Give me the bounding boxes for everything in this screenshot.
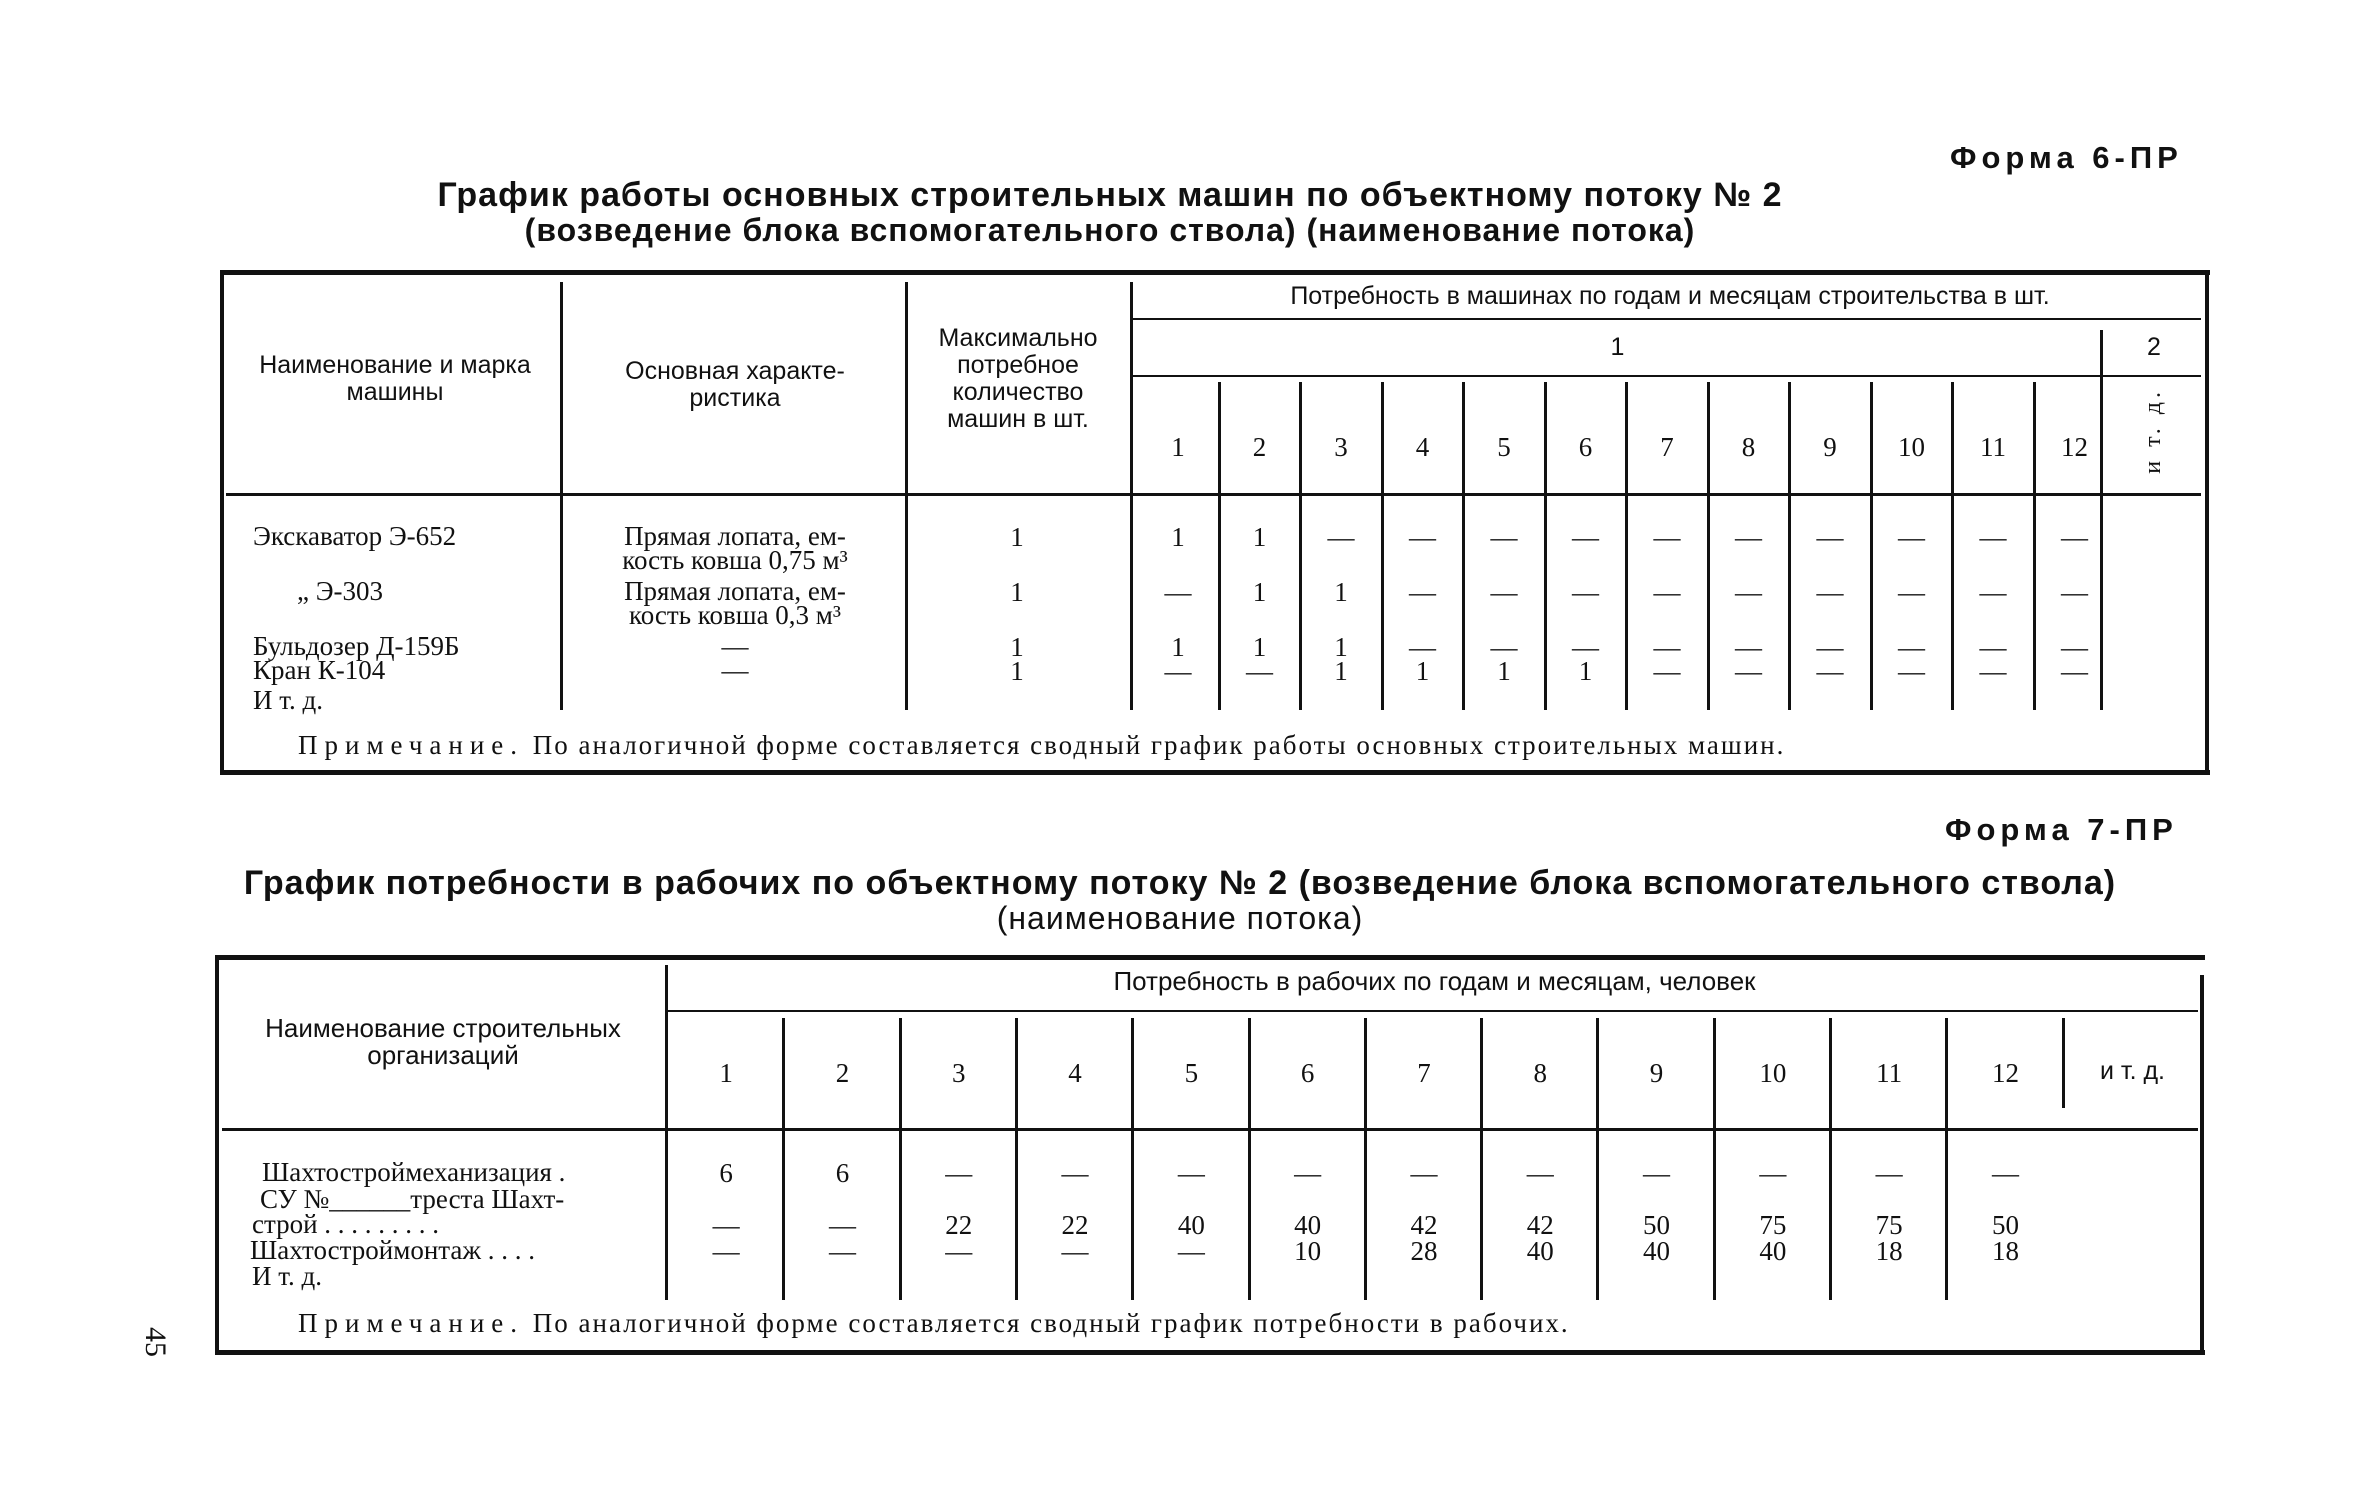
form6-etc-vertical: и т. д. bbox=[2140, 388, 2166, 474]
form7-cell: 40 bbox=[1294, 1210, 1322, 1240]
form6-cell: — bbox=[2061, 656, 2088, 686]
form6-cell: 1 bbox=[1415, 656, 1430, 686]
form7-month-header: 8 bbox=[1533, 1058, 1547, 1088]
form7-cell: 75 bbox=[1759, 1210, 1787, 1240]
form7-row-name: Шахтостроймеханизация . bbox=[262, 1157, 566, 1187]
form6-month-divider bbox=[1707, 382, 1710, 710]
form7-cell: — bbox=[945, 1158, 973, 1188]
form6-row-char2: кость ковша 0,75 м³ bbox=[622, 545, 848, 575]
form6-cell: — bbox=[1898, 656, 1925, 686]
form6-row-name: „ Э-303 bbox=[297, 576, 384, 606]
form6-month-divider bbox=[1544, 382, 1547, 710]
form7-cell: 50 bbox=[1991, 1210, 2019, 1240]
form6-cell: — bbox=[1653, 656, 1681, 686]
form6-cell: — bbox=[1898, 522, 1925, 552]
form6-row-char1: — bbox=[721, 655, 749, 685]
form6-cell: — bbox=[1979, 577, 2007, 607]
form7-cell: 50 bbox=[1643, 1210, 1671, 1240]
form6-cell: — bbox=[1653, 632, 1681, 662]
form7-cell: — bbox=[712, 1236, 740, 1266]
form6-cell: — bbox=[1735, 632, 1762, 662]
form7-month-header: 9 bbox=[1649, 1058, 1664, 1088]
form6-month-divider bbox=[1381, 382, 1384, 710]
form7-cell: 6 bbox=[835, 1158, 850, 1188]
form6-month-header: 2 bbox=[1252, 432, 1267, 462]
form7-cell: 6 bbox=[719, 1158, 733, 1188]
form6-row-max: 1 bbox=[1010, 522, 1024, 552]
form6-row-max: 1 bbox=[1010, 632, 1024, 662]
form7-cell: 42 bbox=[1410, 1210, 1438, 1240]
form7-month-header: 3 bbox=[952, 1058, 966, 1088]
form6-cell: — bbox=[1490, 577, 1518, 607]
form6-cell: — bbox=[1979, 522, 2007, 552]
form6-cell: — bbox=[1327, 522, 1355, 552]
form7-row-name: Шахтостроймонтаж . . . . bbox=[250, 1235, 536, 1265]
form6-month-header: 3 bbox=[1334, 432, 1348, 462]
form6-row-max: 1 bbox=[1010, 577, 1024, 607]
form6-month-divider bbox=[1462, 382, 1465, 710]
form6-month-header: 4 bbox=[1415, 432, 1430, 462]
form6-row-char2: кость ковша 0,3 м³ bbox=[629, 600, 841, 630]
page-number: 45 bbox=[139, 1327, 172, 1357]
form7-cell: 42 bbox=[1526, 1210, 1554, 1240]
form7-cell: — bbox=[1759, 1158, 1787, 1188]
form6-cell: — bbox=[1898, 632, 1925, 662]
form7-cell: 40 bbox=[1526, 1236, 1554, 1266]
form7-month-header: 10 bbox=[1759, 1058, 1787, 1088]
form6-month-divider bbox=[1870, 382, 1873, 710]
form7-cell: — bbox=[1177, 1158, 1205, 1188]
form7-cell: 40 bbox=[1177, 1210, 1205, 1240]
form6-cell: — bbox=[1409, 632, 1436, 662]
form6-month-header: 1 bbox=[1171, 432, 1185, 462]
form6-cell: 1 bbox=[1334, 577, 1348, 607]
form6-cell: 1 bbox=[1171, 632, 1185, 662]
form7-col-need: Потребность в рабочих по годам и месяцам, человек bbox=[1113, 966, 1756, 996]
form6-month-divider bbox=[1951, 382, 1954, 710]
form7-month-header: 6 bbox=[1300, 1058, 1315, 1088]
form7-col-org: Наименование строительных организаций bbox=[265, 1013, 621, 1070]
form6-cell: — bbox=[1898, 577, 1925, 607]
form6-cell: — bbox=[1816, 632, 1844, 662]
form7-month-divider bbox=[1713, 1018, 1716, 1300]
form6-cell: — bbox=[1816, 522, 1844, 552]
form7-month-header: 5 bbox=[1184, 1058, 1199, 1088]
form7-cell: 10 bbox=[1294, 1236, 1322, 1266]
form7-cell: — bbox=[1177, 1236, 1205, 1266]
form7-cell: — bbox=[945, 1236, 973, 1266]
form6-row-char1: — bbox=[721, 631, 749, 661]
form7-cell: — bbox=[1991, 1158, 2019, 1188]
form7-cell: — bbox=[1643, 1158, 1671, 1188]
form7-row-name: СУ №______треста Шахт- bbox=[260, 1184, 565, 1214]
form7-month-header: 4 bbox=[1068, 1058, 1082, 1088]
form6-month-divider bbox=[1299, 382, 1302, 710]
form7-row-name: строй . . . . . . . . . bbox=[252, 1209, 440, 1239]
form6-cell: — bbox=[1409, 522, 1436, 552]
form6-col-need: Потребность в машинах по годам и месяцам строительства в шт. bbox=[1290, 282, 2050, 310]
form7-cell: — bbox=[1526, 1158, 1554, 1188]
form6-cell: 1 bbox=[1252, 522, 1267, 552]
form6-row-char1: Прямая лопата, ем- bbox=[624, 576, 846, 606]
form6-subtitle: (возведение блока вспомогательного ствола) (наименование потока) bbox=[524, 212, 1696, 248]
form6-cell: — bbox=[1816, 656, 1844, 686]
form6-cell: 1 bbox=[1578, 656, 1593, 686]
form7-month-divider bbox=[899, 1018, 902, 1300]
form6-cell: — bbox=[1572, 522, 1599, 552]
form7-cell: 22 bbox=[1061, 1210, 1089, 1240]
form7-month-header: 2 bbox=[835, 1058, 850, 1088]
form6-cell: — bbox=[1164, 577, 1192, 607]
form7-note-label: Примечание. bbox=[298, 1308, 525, 1338]
form6-month-divider bbox=[1788, 382, 1791, 710]
form6-row-name: Кран К-104 bbox=[253, 655, 386, 685]
form7-month-divider bbox=[1829, 1018, 1832, 1300]
form7-cell: 28 bbox=[1410, 1236, 1438, 1266]
form7-cell: 40 bbox=[1759, 1236, 1787, 1266]
form6-cell: 1 bbox=[1252, 577, 1267, 607]
form7-cell: — bbox=[828, 1210, 856, 1240]
form7-month-divider bbox=[1945, 1018, 1948, 1300]
form7-etc-row: И т. д. bbox=[252, 1261, 323, 1291]
form6-cell: 1 bbox=[1334, 656, 1348, 686]
form6-month-header: 7 bbox=[1660, 432, 1674, 462]
form6-cell: — bbox=[2061, 522, 2088, 552]
form6-month-header: 8 bbox=[1741, 432, 1756, 462]
form6-cell: — bbox=[1490, 632, 1518, 662]
form7-month-divider bbox=[1364, 1018, 1367, 1300]
form6-month-header: 10 bbox=[1898, 432, 1925, 462]
form6-row-max: 1 bbox=[1010, 656, 1024, 686]
form6-row-name: Бульдозер Д-159Б bbox=[253, 631, 460, 661]
form7-cell: — bbox=[1061, 1158, 1089, 1188]
form7-cell: 75 bbox=[1875, 1210, 1903, 1240]
form6-cell: 1 bbox=[1171, 522, 1185, 552]
form7-note bbox=[298, 1308, 1570, 1339]
form6-cell: — bbox=[1490, 522, 1518, 552]
form7-month-divider bbox=[1015, 1018, 1018, 1300]
form6-row-char1: Прямая лопата, ем- bbox=[624, 521, 846, 551]
form6-cell: 1 bbox=[1252, 632, 1267, 662]
form6-month-divider bbox=[1218, 382, 1221, 710]
form6-cell: 1 bbox=[1497, 656, 1511, 686]
form7-cell: 18 bbox=[1991, 1236, 2019, 1266]
form6-title: График работы основных строительных машин по объектному потоку № 2 bbox=[437, 176, 1783, 214]
form6-cell: — bbox=[1816, 577, 1844, 607]
form6-cell: — bbox=[1735, 577, 1762, 607]
form6-month-divider bbox=[1625, 382, 1628, 710]
form6-note bbox=[298, 730, 1785, 761]
form6-row-name: Экскаватор Э-652 bbox=[253, 521, 457, 551]
form7-month-header: 12 bbox=[1991, 1058, 2019, 1088]
form6-cell: — bbox=[1409, 577, 1436, 607]
form6-month-header: 5 bbox=[1497, 432, 1511, 462]
form6-col-char: Основная характе-ристика bbox=[625, 357, 845, 412]
form6-cell: — bbox=[1653, 577, 1681, 607]
form6-cell: — bbox=[1164, 656, 1192, 686]
form7-month-header: 11 bbox=[1876, 1058, 1903, 1088]
form6-cell: — bbox=[1735, 656, 1762, 686]
form7-cell: — bbox=[1875, 1158, 1903, 1188]
form7-note-text: По аналогичной форме составляется сводный график потребности в рабочих. bbox=[532, 1308, 1570, 1338]
form6-cell: — bbox=[1735, 522, 1762, 552]
form7-cell: — bbox=[1061, 1236, 1089, 1266]
form6-year-2: 2 bbox=[2147, 333, 2161, 361]
form6-cell: — bbox=[1572, 632, 1599, 662]
form7-month-divider bbox=[1248, 1018, 1251, 1300]
form6-month-header: 12 bbox=[2061, 432, 2088, 462]
form6-col-name: Наименование и марка машины bbox=[259, 351, 531, 406]
form7-cell: 18 bbox=[1875, 1236, 1903, 1266]
form7-month-divider bbox=[782, 1018, 785, 1300]
form7-cell: — bbox=[712, 1210, 740, 1240]
form7-cell: — bbox=[1294, 1158, 1322, 1188]
form7-cell: — bbox=[828, 1236, 856, 1266]
form7-month-header: 1 bbox=[719, 1058, 733, 1088]
form6-month-divider bbox=[2033, 382, 2036, 710]
form6-year-1: 1 bbox=[1610, 333, 1625, 361]
form6-cell: — bbox=[1572, 577, 1599, 607]
form6-note-label: Примечание. bbox=[298, 730, 525, 760]
form7-month-header: 7 bbox=[1417, 1058, 1431, 1088]
form7-cell: 22 bbox=[945, 1210, 973, 1240]
form6-col-max: Максимально потребное количество машин в шт. bbox=[938, 324, 1098, 433]
form7-month-divider bbox=[1596, 1018, 1599, 1300]
form7-month-divider bbox=[1131, 1018, 1134, 1300]
form6-etc-row: И т. д. bbox=[253, 685, 324, 715]
form7-etc-col: и т. д. bbox=[2099, 1057, 2165, 1085]
form6-cell: 1 bbox=[1334, 632, 1348, 662]
form7-cell: 40 bbox=[1643, 1236, 1671, 1266]
form6-cell: — bbox=[1653, 522, 1681, 552]
form6-cell: — bbox=[2061, 632, 2088, 662]
form7-title: График потребности в рабочих по объектному потоку № 2 (возведение блока вспомогательного ствола) bbox=[243, 864, 2117, 902]
form6-cell: — bbox=[1979, 656, 2007, 686]
form6-label: Форма 6-ПР bbox=[1950, 140, 2183, 175]
form6-month-header: 11 bbox=[1980, 432, 2006, 462]
form6-month-header: 9 bbox=[1823, 432, 1837, 462]
form7-label: Форма 7-ПР bbox=[1945, 812, 2178, 847]
form7-month-divider bbox=[1480, 1018, 1483, 1300]
form7-cell: — bbox=[1410, 1158, 1438, 1188]
form7-subtitle: (наименование потока) bbox=[996, 900, 1364, 936]
form6-cell: — bbox=[1246, 656, 1273, 686]
form6-cell: — bbox=[2061, 577, 2088, 607]
form6-note-text: По аналогичной форме составляется сводный график работы основных строительных машин. bbox=[532, 730, 1786, 760]
form6-month-header: 6 bbox=[1578, 432, 1593, 462]
form6-cell: — bbox=[1979, 632, 2007, 662]
